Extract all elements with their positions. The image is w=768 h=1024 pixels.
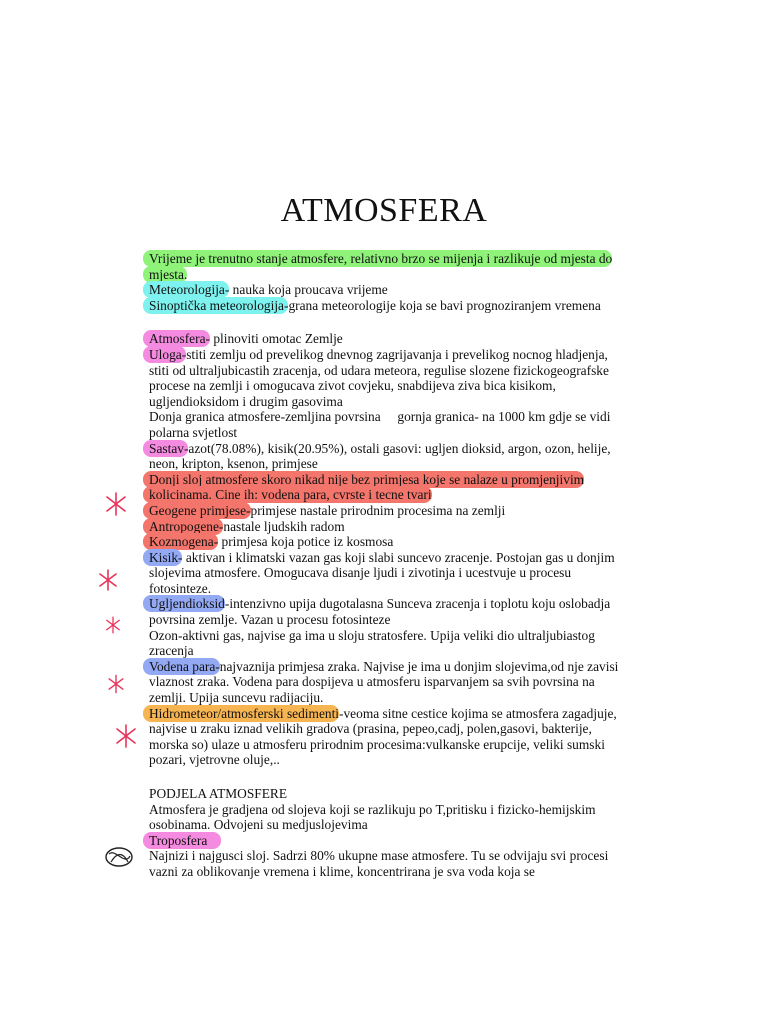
spacer — [149, 313, 619, 331]
text-sinopticka: grana meteorologije koja se bavi prognoziranjem vremena — [288, 297, 601, 313]
asterisk-mark-icon — [104, 672, 128, 696]
text-hidrometeor: -veoma sitne cestice kojima se atmosfera zagadjuje, najvise u zraku iznad velikih gradova (prasina, pepeo,cadj, polen,gasovi, bakterije, morska so) ulaze u atmosferu prirodnim procesima:vulkanske erupcije, veliki sumski pozari, vjetrovne oluje,.. — [149, 705, 617, 768]
text-vodena-para: najvaznija primjesa zraka. Najvise je ima u donjim slojevima,od nje zavisi vlaznost zraka. Vodena para dospijeva u atmosferu isparvanjem sa svih povrsina na zemlji. Upija suncevu radijaciju. — [149, 658, 619, 706]
paragraph-atmosfera — [149, 331, 619, 347]
term-kisik: Kisik- — [143, 549, 182, 566]
text-meteorologija: nauka koja proucava vrijeme — [229, 282, 388, 298]
paragraph-kisik — [149, 550, 619, 597]
paragraph-meteorologija — [149, 282, 619, 298]
text-geogene: primjese nastale prirodnim procesima na zemlji — [250, 502, 506, 518]
term-uloga: Uloga- — [143, 346, 186, 363]
scribble-circle-mark-icon — [103, 844, 135, 870]
section-heading-podjela: PODJELA ATMOSFERE — [149, 786, 288, 801]
term-antropogene: Antropogene- — [143, 518, 223, 535]
document-body — [149, 251, 619, 880]
term-geogene: Geogene primjese- — [143, 502, 251, 519]
spacer — [149, 768, 619, 786]
term-atmosfera: Atmosfera- — [143, 330, 210, 347]
asterisk-mark-icon — [102, 490, 130, 518]
text-kozmogena: primjesa koja potice iz kosmosa — [218, 534, 394, 550]
paragraph-vrijeme — [149, 251, 619, 282]
paragraph-troposfera: Najnizi i najgusci sloj. Sadrzi 80% ukupne mase atmosfere. Tu se odvijaju svi procesi vazni za oblikovanje vremena i klime, koncentrirana je sva voda koja se — [149, 848, 609, 879]
text-antropogene: nastale ljudskih radom — [223, 518, 345, 534]
paragraph-sinopticka — [149, 298, 619, 314]
paragraph-primjese — [149, 472, 619, 503]
term-vodena-para: Vodena para- — [143, 658, 220, 675]
asterisk-mark-icon — [94, 566, 122, 594]
asterisk-mark-icon — [112, 722, 140, 750]
highlight-primjese: Donji sloj atmosfere skoro nikad nije bez primjesa koje se nalaze u promjenjivim kolicinama. Cine ih: vodena para, cvrste i tecne tvari — [143, 471, 584, 504]
term-sastav: Sastav- — [143, 440, 188, 457]
highlight-vrijeme: Vrijeme je trenutno stanje atmosfere, relativno brzo se mijenja i razlikuje od mjesta do mjesta. — [143, 250, 612, 283]
term-sinopticka: Sinoptička meteorologija- — [143, 297, 288, 314]
paragraph-hidrometeor — [149, 706, 619, 768]
paragraph-sastav — [149, 441, 619, 472]
term-kozmogena: Kozmogena- — [143, 533, 218, 550]
paragraph-geogene — [149, 503, 619, 519]
paragraph-antropogene — [149, 519, 619, 535]
paragraph-podjela-intro: Atmosfera je gradjena od slojeva koji se razlikuju po T,pritisku i fizicko-hemijskim osobinama. Odvojeni su medjuslojevima — [149, 801, 596, 833]
text-atmosfera: plinoviti omotac Zemlje — [209, 331, 343, 347]
term-troposfera: Troposfera — [143, 832, 221, 849]
paragraph-ugljendioksid — [149, 596, 619, 627]
term-ugljendioksid: Ugljendioksid — [143, 595, 225, 612]
text-uloga: stiti zemlju od prevelikog dnevnog zagrijavanja i prevelikog nocnog hladjenja, stiti od ultraljubicastih zracenja, od udara meteora, regulise slozene fizickogeografske procese na zemlji i omogucava zivot covjeku, snabdijeva ziva bica kisikom, ugljendioksidom i drugim gasovima — [149, 346, 609, 409]
text-kisik: aktivan i klimatski vazan gas koji slabi suncevo zracenje. Postojan gas u donjim slojevima atmosfere. Omogucava disanje ljudi i zivotinja i ucestvuje u procesu fotosinteze. — [149, 549, 615, 596]
term-meteorologija: Meteorologija- — [143, 281, 229, 298]
term-hidrometeor: Hidrometeor/atmosferski sedimenti — [143, 705, 339, 722]
paragraph-vodena-para — [149, 659, 619, 706]
paragraph-granica: Donja granica atmosfere-zemljina povrsina gornja granica- na 1000 km gdje se vidi polarna svjetlost — [149, 409, 614, 440]
text-ugljendioksid: -intenzivno upija dugotalasna Sunceva zracenja i toplotu koju oslobadja povrsina zemlje. Vazan u procesu fotosinteze — [149, 596, 611, 628]
paragraph-ozon: Ozon-aktivni gas, najvise ga ima u sloju stratosfere. Upija veliki dio ultraljubiastog zracenja — [149, 627, 595, 659]
asterisk-mark-icon — [102, 614, 124, 636]
page-title: ATMOSFERA — [280, 192, 488, 229]
paragraph-troposfera-term — [149, 833, 619, 849]
text-sastav: azot(78.08%), kisik(20.95%), ostali gasovi: ugljen dioksid, argon, ozon, helije, neon, kripton, ksenon, primjese — [149, 440, 611, 472]
paragraph-uloga — [149, 347, 619, 409]
paragraph-kozmogena — [149, 534, 619, 550]
